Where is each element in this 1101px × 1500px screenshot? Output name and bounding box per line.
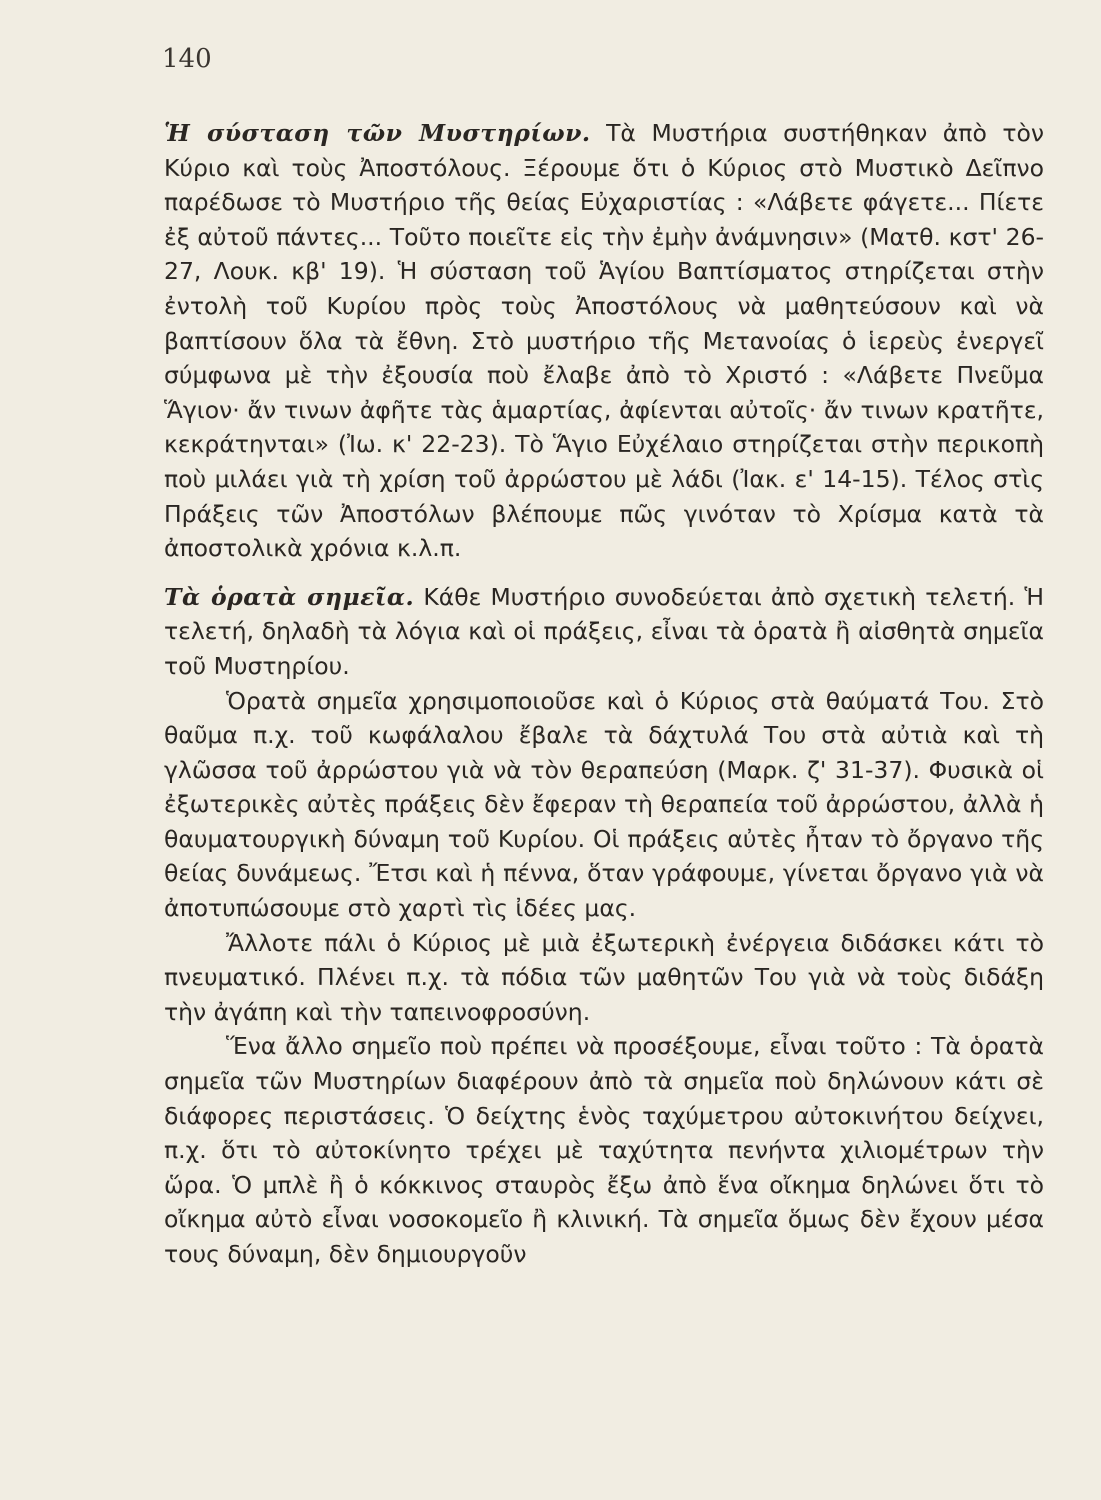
paragraph: Ἕνα ἄλλο σημεῖο ποὺ πρέπει νὰ προσέξουμε, εἶναι τοῦτο : Τὰ ὁρατὰ σημεῖα τῶν Μυστηρίων διαφέρουν ἀπὸ τὰ σημεῖα ποὺ δηλώνουν κάτι σὲ διάφορες περιστάσεις. Ὁ δείχτης ἑνὸς ταχύμετρου αὐτοκινήτου δείχνει, π.χ. ὅτι τὸ αὐτοκίνητο τρέχει μὲ ταχύτητα πενήντα χιλιομέτρων τὴν ὥρα. Ὁ μπλὲ ἢ ὁ κόκκινος σταυρὸς ἔξω ἀπὸ ἕνα οἴκημα δηλώνει ὅτι τὸ οἴκημα αὐτὸ εἶναι νοσοκομεῖο ἢ κλινική. Τὰ σημεῖα ὅμως δὲν ἔχουν μέσα τους δύναμη, δὲν δημιουργοῦν bbox=[164, 1032, 1044, 1268]
section-heading: Ἡ σύσταση τῶν Μυστηρίων. bbox=[164, 119, 591, 147]
section-heading: Τὰ ὁρατὰ σημεῖα. bbox=[164, 582, 415, 611]
paragraph: Ὁρατὰ σημεῖα χρησιμοποιοῦσε καὶ ὁ Κύριος στὰ θαύματά Του. Στὸ θαῦμα π.χ. τοῦ κωφάλαλου ἔβαλε τὰ δάχτυλά Του στὰ αὐτιὰ καὶ τὴ γλῶσσα τοῦ ἀρρώστου γιὰ νὰ τὸν θεραπεύση (Μαρκ. ζ' 31-37). Φυσικὰ οἱ ἐξωτερικὲς αὐτὲς πράξεις δὲν ἔφεραν τὴ θεραπεία τοῦ ἀρρώστου, ἀλλὰ ἡ θαυματουργικὴ δύναμη τοῦ Κυρίου. Οἱ πράξεις αὐτὲς ἦταν τὸ ὄργανο τῆς θείας δυνάμεως. Ἔτσι καὶ ἡ πέννα, ὅταν γράφουμε, γίνεται ὄργανο γιὰ νὰ ἀποτυπώσουμε στὸ χαρτὶ τὶς ἰδέες μας. bbox=[164, 686, 1044, 923]
text-body bbox=[164, 116, 1044, 1272]
paragraph-text: Τὰ Μυστήρια συστήθηκαν ἀπὸ τὸν Κύριο καὶ τοὺς Ἀποστόλους. Ξέρουμε ὅτι ὁ Κύριος στὸ Μυστικὸ Δεῖπνο παρέδωσε τὸ Μυστήριο τῆς θείας Εὐχαριστίας : «Λάβετε φάγετε... Πίετε ἐξ αὐτοῦ πάντες... Τοῦτο ποιεῖτε εἰς τὴν ἐμὴν ἀνάμνησιν» (Ματθ. κστ' 26-27, Λουκ. κβ' 19). Ἡ σύσταση τοῦ Ἁγίου Βαπτίσματος στηρίζεται στὴν ἐντολὴ τοῦ Κυρίου πρὸς τοὺς Ἀποστόλους νὰ μαθητεύσουν καὶ νὰ βαπτίσουν ὅλα τὰ ἔθνη. Στὸ μυστήριο τῆς Μετανοίας ὁ ἱερεὺς ἐνεργεῖ σύμφωνα μὲ τὴν ἐξουσία ποὺ ἔλαβε ἀπὸ τὸ Χριστό : «Λάβετε Πνεῦμα Ἅγιον· ἄν τινων ἀφῆτε τὰς ἁμαρτίας, ἀφίενται αὐτοῖς· ἄν τινων κρατῆτε, κεκράτηνται» (Ἰω. κ' 22-23). Τὸ Ἅγιο Εὐχέλαιο στηρίζεται στὴν περικοπὴ ποὺ μιλάει γιὰ τὴ χρίση τοῦ ἀρρώστου μὲ λάδι (Ἰακ. ε' 14-15). Τέλος στὶς Πράξεις τῶν Ἀποστόλων βλέπουμε πῶς γινόταν τὸ Χρίσμα κατὰ τὰ ἀποστολικὰ χρόνια κ.λ.π. bbox=[164, 119, 1044, 563]
paragraph: Ἄλλοτε πάλι ὁ Κύριος μὲ μιὰ ἐξωτερικὴ ἐνέργεια διδάσκει κάτι τὸ πνευματικό. Πλένει π.χ. τὰ πόδια τῶν μαθητῶν Του γιὰ νὰ τοὺς διδάξη τὴν ἀγάπη καὶ τὴν ταπεινοφροσύνη. bbox=[164, 928, 1044, 1026]
paragraph-text: Κάθε Μυστήριο συνοδεύεται ἀπὸ σχετικὴ τελετή. Ἡ τελετή, δηλαδὴ τὰ λόγια καὶ οἱ πράξεις, εἶναι τὰ ὁρατὰ ἢ αἰσθητὰ σημεῖα τοῦ Μυστηρίου. bbox=[164, 582, 1044, 680]
page-number: 140 bbox=[162, 44, 212, 74]
section-institution-paragraph bbox=[164, 116, 1044, 566]
section-visible-signs-paragraph bbox=[164, 580, 1044, 684]
